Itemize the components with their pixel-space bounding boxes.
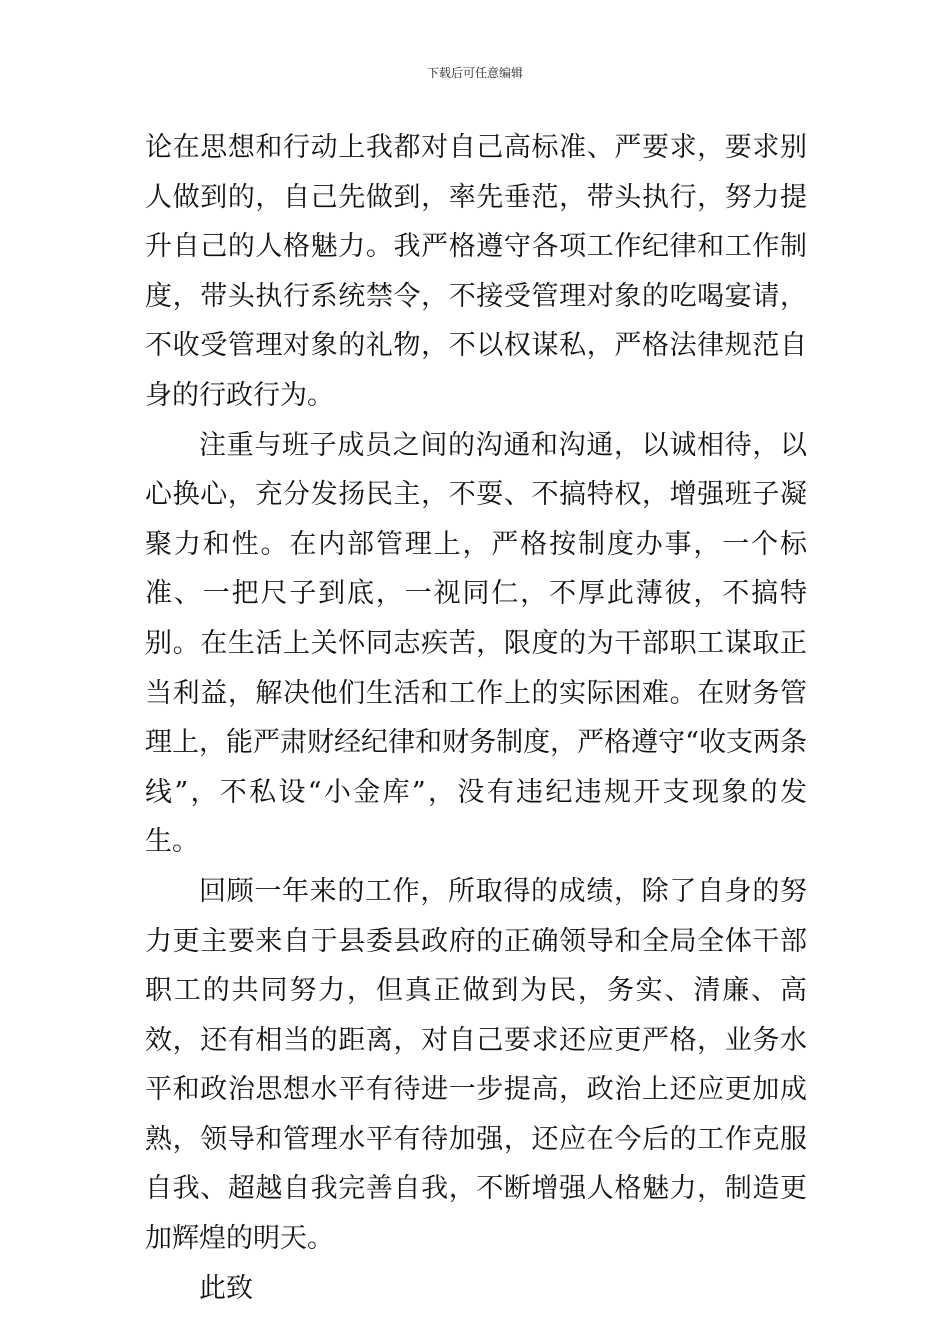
page-header: 下载后可任意编辑: [426, 66, 523, 80]
paragraph-team-communication: 注重与班子成员之间的沟通和沟通，以诚相待，以心换心，充分发扬民主，不耍、不搞特权，增强班子凝聚力和性。在内部管理上，严格按制度办事，一个标准、一把尺子到底，一视同仁，不厚此薄彼，不搞特别。在生活上关怀同志疾苦，限度的为干部职工谋取正当利益，解决他们生活和工作上的实际困难。在财务管理上，能严肃财经纪律和财务制度，严格遵守“收支两条线”，不私设“小金库”，没有违纪违规开支现象的发生。: [145, 429, 807, 858]
paragraph-year-review: 回顾一年来的工作，所取得的成绩，除了自身的努力更主要来自于县委县政府的正确领导和全局全体干部职工的共同努力，但真正做到为民，务实、清廉、高效，还有相当的距离，对自己要求还应更严格，业务水平和政治思想水平有待进一步提高，政治上还应更加成熟，领导和管理水平有待加强，还应在今后的工作克服自我、超越自我完善自我，不断增强人格魅力，制造更加辉煌的明天。: [145, 875, 807, 1255]
document-body: [145, 123, 807, 1313]
closing-salutation: 此致: [199, 1272, 253, 1304]
paragraph-continued: 论在思想和行动上我都对自己高标准、严要求，要求别人做到的，自己先做到，率先垂范，带头执行，努力提升自己的人格魅力。我严格遵守各项工作纪律和工作制度，带头执行系统禁令，不接受管理对象的吃喝宴请，不收受管理对象的礼物，不以权谋私，严格法律规范自身的行政行为。: [145, 132, 807, 411]
